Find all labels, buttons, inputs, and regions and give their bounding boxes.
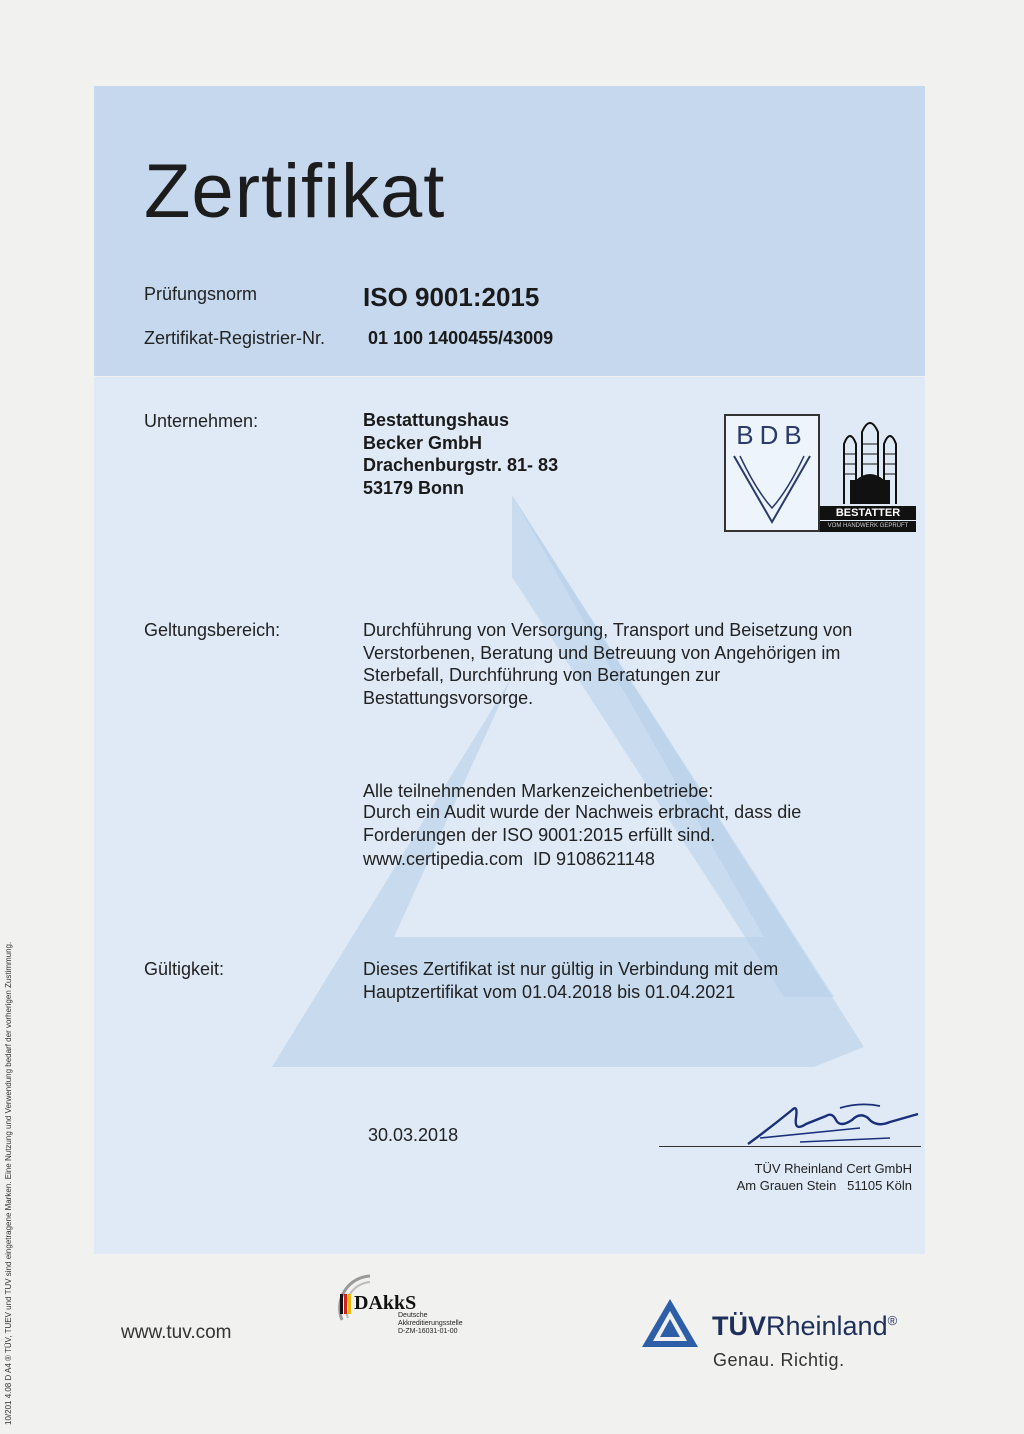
side-legal-note: 10/201 4.08 D A4 ® TÜV, TUEV und TUV sind eingetragene Marken. Eine Nutzung und Verwendung bedarf der vorherigen Zustimmung. xyxy=(4,941,13,1425)
participants-line: www.certipedia.com ID 9108621148 xyxy=(363,848,655,869)
scope-line: Bestattungsvorsorge. xyxy=(363,687,534,708)
bdb-emblem-icon xyxy=(726,450,818,530)
tuv-brand-bold: TÜV xyxy=(712,1311,766,1341)
company-line: Becker GmbH xyxy=(363,432,483,453)
issuer-block xyxy=(700,1160,912,1194)
company-line: Bestattungshaus xyxy=(363,410,510,430)
audit-text xyxy=(363,801,801,846)
scope-line: Verstorbenen, Beratung und Betreuung von Angehörigen im xyxy=(363,642,841,663)
dakks-line: D-ZM-16031-01-00 xyxy=(398,1328,458,1335)
company-line: Drachenburgstr. 81- 83 xyxy=(363,455,559,475)
tuv-slogan: Genau. Richtig. xyxy=(713,1350,845,1370)
scope-line: Durchführung von Versorgung, Transport und Beisetzung von xyxy=(363,620,853,640)
tuv-triangle-logo-icon xyxy=(640,1297,700,1351)
audit-line: Forderungen der ISO 9001:2015 erfüllt sind. xyxy=(363,824,716,845)
issuer-address: Am Grauen Stein 51105 Köln xyxy=(736,1178,912,1193)
bestatter-sublabel: VOM HANDWERK GEPRÜFT xyxy=(820,521,916,532)
validity-text xyxy=(363,958,778,1003)
registration-label: Zertifikat-Registrier-Nr. xyxy=(144,328,326,348)
company-line: 53179 Bonn xyxy=(363,477,465,498)
bestatter-label: BESTATTER xyxy=(820,506,916,520)
dakks-line: Deutsche xyxy=(398,1312,428,1319)
validity-line: Hauptzertifikat vom 01.04.2018 bis 01.04.2021 xyxy=(363,981,736,1002)
company-address xyxy=(363,409,558,499)
signature-icon xyxy=(740,1098,920,1150)
scope-line: Sterbefall, Durchführung von Beratungen zur xyxy=(363,665,721,685)
bestatter-logo xyxy=(820,414,916,532)
registered-mark: ® xyxy=(887,1313,898,1328)
participants-line: Alle teilnehmenden Markenzeichenbetriebe: xyxy=(363,781,714,801)
dakks-name: DAkkS xyxy=(354,1292,417,1314)
dakks-line: Akkreditierungsstelle xyxy=(398,1320,463,1327)
tuv-brand-rest: Rheinland xyxy=(766,1311,888,1341)
cathedral-icon xyxy=(820,414,916,506)
dakks-logo xyxy=(330,1268,500,1348)
scope-label: Geltungsbereich: xyxy=(144,620,281,640)
norm-value: ISO 9001:2015 xyxy=(363,282,540,312)
signature-line xyxy=(659,1146,921,1147)
validity-line: Dieses Zertifikat ist nur gültig in Verbindung mit dem xyxy=(363,959,779,979)
validity-label: Gültigkeit: xyxy=(144,959,225,979)
norm-label: Prüfungsnorm xyxy=(144,284,258,304)
certificate-title: Zertifikat xyxy=(144,149,446,234)
scope-text xyxy=(363,619,852,709)
company-label: Unternehmen: xyxy=(144,411,259,431)
tuv-brand xyxy=(712,1311,897,1342)
registration-number: 01 100 1400455/43009 xyxy=(368,328,554,348)
issuer-name: TÜV Rheinland Cert GmbH xyxy=(754,1161,912,1176)
issue-date: 30.03.2018 xyxy=(368,1125,459,1145)
bdb-logo xyxy=(724,414,820,532)
dakks-details xyxy=(398,1312,463,1336)
audit-line: Durch ein Audit wurde der Nachweis erbracht, dass die xyxy=(363,802,802,822)
footer-url[interactable]: www.tuv.com xyxy=(121,1322,232,1343)
bdb-logo-text: BDB xyxy=(736,420,808,450)
